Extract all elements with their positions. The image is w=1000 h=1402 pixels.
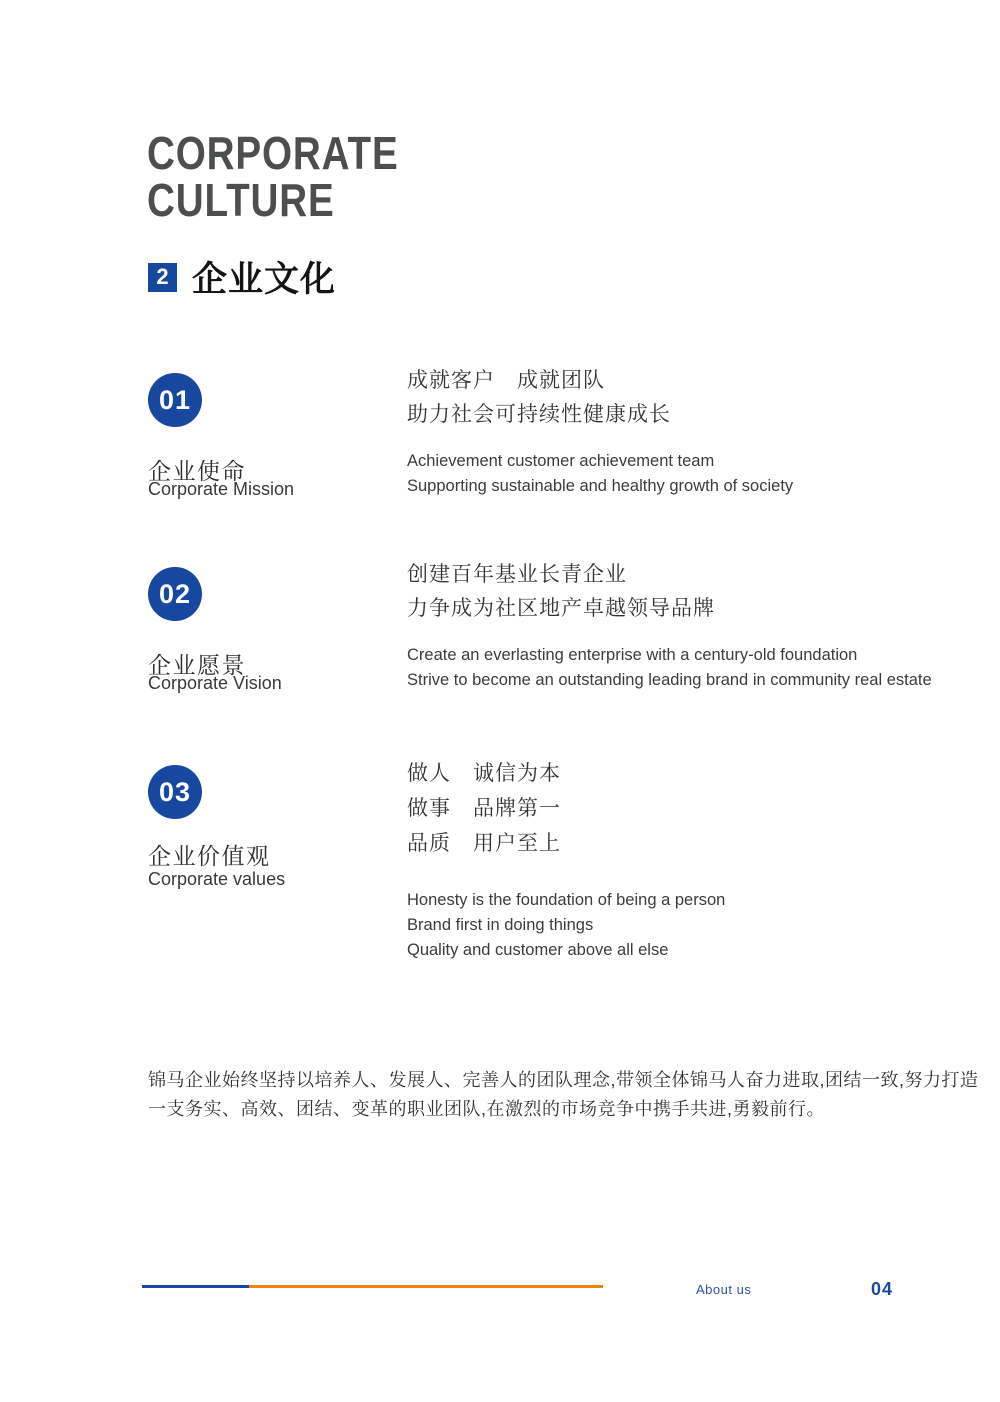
section-number-badge: 02 xyxy=(148,567,202,621)
content-en-line: Quality and customer above all else xyxy=(407,941,669,959)
section-content-en xyxy=(407,643,932,693)
closing-paragraph-line: 一支务实、高效、团结、变革的职业团队,在激烈的市场竞争中携手共进,勇毅前行。 xyxy=(148,1099,825,1119)
content-zh-line: 力争成为社区地产卓越领导品牌 xyxy=(407,597,715,620)
page-title xyxy=(147,127,399,226)
closing-paragraph xyxy=(148,1066,979,1124)
section-content-en xyxy=(407,888,725,963)
content-zh-line: 品质 用户至上 xyxy=(407,832,561,855)
content-en-line: Strive to become an outstanding leading brand in community real estate xyxy=(407,671,932,689)
section-title-zh: 企业愿景 xyxy=(148,652,246,678)
content-en-line: Achievement customer achievement team xyxy=(407,452,715,470)
section-corporate-vision xyxy=(148,563,948,727)
section-title-en: Corporate Vision xyxy=(148,673,282,693)
section-content-zh xyxy=(407,756,561,861)
section-number-badge: 01 xyxy=(148,373,202,427)
content-zh-line: 助力社会可持续性健康成长 xyxy=(407,403,671,426)
content-en-line: Brand first in doing things xyxy=(407,916,594,934)
section-corporate-mission xyxy=(148,369,948,533)
footer-page-number: 04 xyxy=(871,1279,894,1299)
section-title-zh: 企业使命 xyxy=(148,458,246,484)
content-zh-line: 做人 诚信为本 xyxy=(407,762,561,785)
content-zh-line: 做事 品牌第一 xyxy=(407,797,561,820)
footer-divider xyxy=(142,1285,603,1288)
page-title-line1: CORPORATE xyxy=(147,127,399,179)
section-number-badge: 03 xyxy=(148,765,202,819)
chapter-number-badge: 2 xyxy=(148,263,177,292)
closing-paragraph-line: 锦马企业始终坚持以培养人、发展人、完善人的团队理念,带领全体锦马人奋力进取,团结一致,努力打造 xyxy=(148,1070,979,1090)
section-content-en xyxy=(407,449,793,499)
section-corporate-values xyxy=(148,762,948,985)
section-title-en: Corporate values xyxy=(148,869,286,889)
chapter-title: 企业文化 xyxy=(192,260,337,299)
content-zh-line: 创建百年基业长青企业 xyxy=(407,563,627,586)
footer-divider-orange-segment xyxy=(249,1285,603,1288)
footer-section-label: About us xyxy=(696,1282,752,1297)
section-title-zh: 企业价值观 xyxy=(148,843,271,869)
content-en-line: Supporting sustainable and healthy growth of society xyxy=(407,477,794,495)
section-content-zh xyxy=(407,558,715,626)
footer-divider-blue-segment xyxy=(142,1285,249,1288)
chapter-heading xyxy=(148,252,336,302)
content-en-line: Create an everlasting enterprise with a century-old foundation xyxy=(407,646,858,664)
page-title-line2: CULTURE xyxy=(147,174,335,226)
content-zh-line: 成就客户 成就团队 xyxy=(407,369,605,392)
section-title-en: Corporate Mission xyxy=(148,479,295,499)
section-content-zh xyxy=(407,364,671,432)
content-en-line: Honesty is the foundation of being a person xyxy=(407,891,726,909)
